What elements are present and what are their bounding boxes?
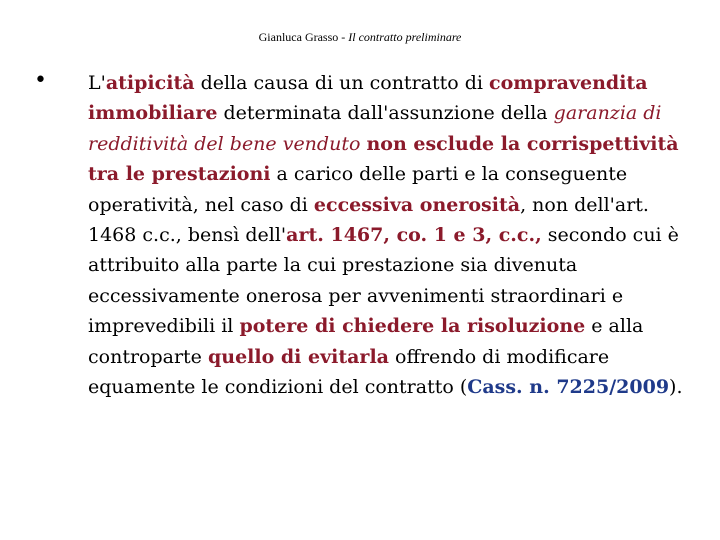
highlight-onerosita: eccessiva onerosità [313,193,521,216]
text-segment: , non dell'art. 1468 c.c., bensì dell' [88,193,649,247]
text-segment: della causa di un contratto di [194,72,490,94]
header-title: Il contratto preliminare [348,30,462,44]
bullet-marker: • [34,68,47,93]
highlight-atipicita: atipicità [105,72,195,94]
highlight-garanzia: garanzia di redditività del bene venduto [88,102,662,155]
text-segment: L' [88,72,106,94]
text-segment: offrendo di modificare equamente le condizioni del contratto ( [88,345,610,399]
highlight-potere: potere di chiedere la risoluzione [239,315,586,338]
highlight-evitarla: quello di evitarla [207,345,389,368]
text-segment: secondo cui è attribuito alla parte la cui prestazione sia divenuta eccessivamente onerosa per avvenimenti straordinari e imprevedibili il [88,224,679,338]
highlight-compravendita: compravendita immobiliare [88,72,648,125]
text-segment: determinata dall'assunzione della [217,102,554,125]
text-segment: e alla controparte [88,315,644,368]
header-author: Gianluca Grasso - [258,30,349,44]
slide-header [0,30,720,45]
text-segment: ). [669,376,683,399]
text-segment: a carico delle parti e la conseguente operatività, nel caso di [88,163,628,216]
highlight-art-1467: art. 1467, co. 1 e 3, c.c., [286,224,542,247]
citation-cass: Cass. n. 7225/2009 [467,376,670,399]
body-paragraph [88,68,694,402]
highlight-corrispettivita: non esclude la corrispettività tra le prestazioni [88,132,679,186]
